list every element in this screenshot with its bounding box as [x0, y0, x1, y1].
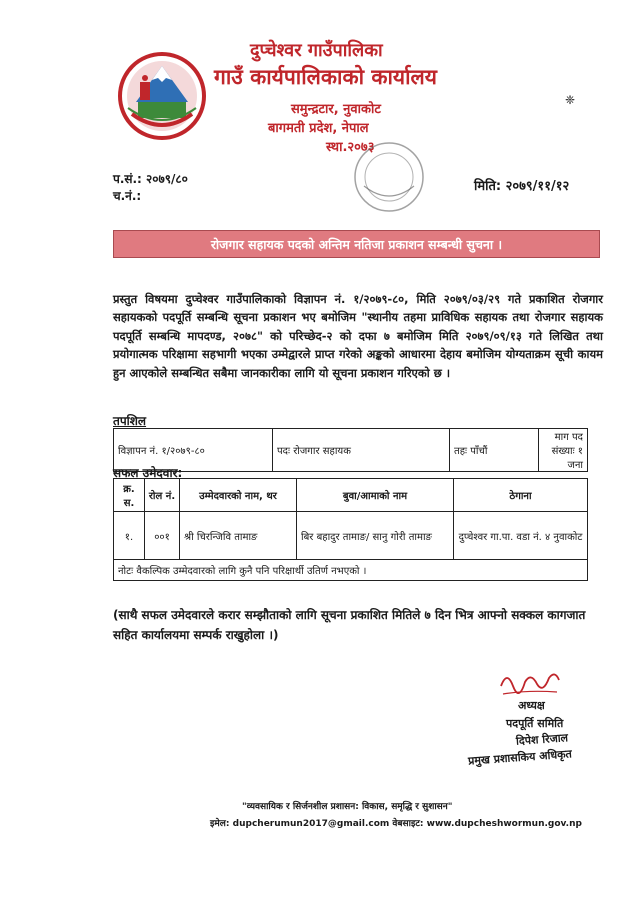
results-header-row [114, 479, 588, 512]
municipality-logo-icon [118, 52, 206, 140]
note-row [114, 560, 588, 581]
signatory-role-chair: अध्यक्ष [518, 699, 545, 712]
body-paragraph: प्रस्तुत विषयमा दुप्चेश्वर गाउँपालिकाको विज्ञापन नं. १/२०७९-८०, मिति २०७९/०३/२९ गते प्रकाशित रोजगार सहायकको पदपूर्ति सम्बन्धि सूचना प्रकाशन भए बमोजिम "स्थानीय तहमा प्राविधिक सहायक तथा रोजगार सहायक पदपूर्ति सम्बन्धि मापदण्ड, २०७८" को परिच्छेद-२ को दफा ७ बमोजिम मिति २०७९/०९/१३ गते लिखित तथा प्रयोगात्मक परिक्षामा सहभागी भएका उम्मेद्वारले प्राप्त गरेको अङ्कको आधारमा देहाय बमोजिम योग्यताक्रम सूची कायम हुन आएकोले सम्बन्धित सबैमा जानकारीका लागि यो सूचना प्रकाशन गरिएको छ । [113, 292, 603, 380]
footer-slogan: "व्यवसायिक र सिर्जनशील प्रशासन: विकास, समृद्धि र सुशासन" [242, 802, 453, 812]
cell-parents: बिर बहादुर तामाङ/ सानु गोरी तामाङ [297, 512, 454, 560]
ink-mark-icon: ❈ [565, 93, 576, 107]
post-level: तहः पाँचौं [450, 429, 539, 472]
results-table [113, 478, 588, 581]
notice-title: रोजगार सहायक पदको अन्तिम नतिजा प्रकाशन सम्बन्धी सुचना । [210, 236, 503, 252]
post-name: पदः रोजगार सहायक [273, 429, 450, 472]
signatory-committee: पदपूर्ति समिति [506, 717, 564, 730]
header-established: स्था.२०७३ [326, 140, 375, 155]
table-row [114, 512, 588, 560]
footer-email-label: इमेल: [210, 819, 230, 829]
cell-candidate: श्री चिरन्जिवि तामाङ [180, 512, 297, 560]
col-roll: रोल नं. [145, 479, 180, 512]
footer-contact [210, 816, 582, 829]
header-municipality-name: दुप्चेश्वर गाउँपालिका [250, 40, 383, 61]
office-stamp-icon [352, 140, 426, 214]
details-heading: तपशिल [113, 414, 147, 428]
closing-note: (साथै सफल उमेदवारले करार सम्झौताको लागि सूचना प्रकाशित मितिले ७ दिन भित्र आफ्नो सक्कल कागजात सहित कार्यालयमा सम्पर्क राखुहोला ।) [113, 608, 586, 642]
header-office-name: गाउँ कार्यपालिकाको कार्यालय [214, 65, 437, 89]
notice-title-banner [113, 230, 600, 258]
signature-icon [497, 664, 563, 702]
seat-count: माग पद संख्याः १ जना [539, 429, 588, 472]
footer-email[interactable]: dupcherumun2017@gmail.com [232, 819, 390, 829]
signatory-title: प्रमुख प्रशासकिय अधिकृत [467, 747, 573, 768]
col-parents: बुवा/आमाको नाम [297, 479, 454, 512]
notice-date: मिति: २०७९/११/१२ [474, 179, 570, 194]
footer-website-label: वेबसाइट: [392, 819, 424, 829]
col-serial: क्र. स. [114, 479, 145, 512]
col-candidate: उम्मेदवारको नाम, थर [180, 479, 297, 512]
details-table [113, 428, 588, 472]
advert-number: विज्ञापन नं. १/२०७९-८० [114, 429, 273, 472]
footer-website[interactable]: www.dupcheshwormun.gov.np [426, 819, 582, 829]
cell-roll: ००१ [145, 512, 180, 560]
header-address: समुन्द्रटार, नुवाकोट [291, 102, 381, 117]
signatory-name: दिपेश रिजाल [515, 731, 569, 748]
reference-number: प.सं.: २०७९/८० [113, 172, 188, 186]
header-province: बागमती प्रदेश, नेपाल [268, 121, 369, 136]
dispatch-number: च.नं.: [113, 189, 142, 203]
col-address: ठेगाना [454, 479, 588, 512]
cell-serial: १. [114, 512, 145, 560]
cell-address: दुप्चेश्वर गा.पा. वडा नं. ४ नुवाकोट [454, 512, 588, 560]
success-heading: सफल उमेदवार: [113, 466, 183, 480]
table-note: नोटः वैकल्पिक उम्मेदवारको लागि कुनै पनि परिक्षार्थी उतिर्ण नभएको । [114, 560, 588, 581]
